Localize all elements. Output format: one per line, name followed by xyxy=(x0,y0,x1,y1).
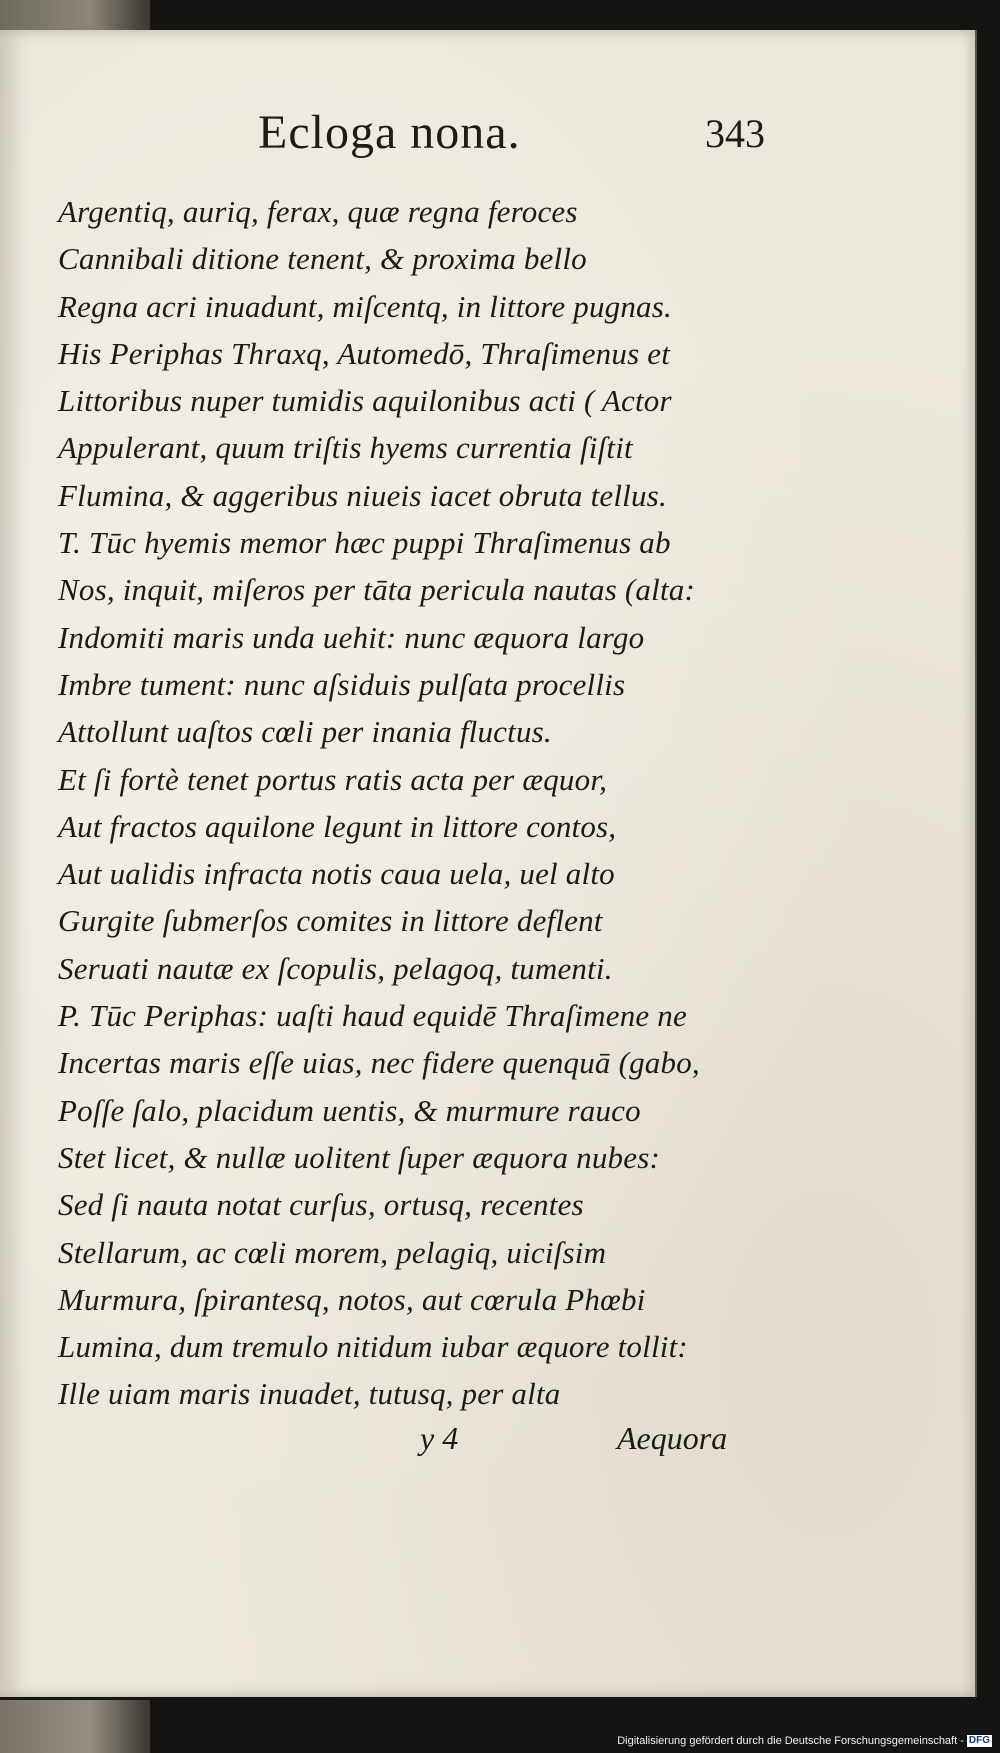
verse-line: Seruati nautæ ex ſcopulis, pelagoq, tumenti. xyxy=(58,950,613,986)
book-page xyxy=(0,30,977,1697)
verse-line: Flumina, & aggeribus niueis iacet obruta tellus. xyxy=(58,477,667,513)
verse-line: His Periphas Thraxq, Automedō, Thraſimenus et xyxy=(58,335,671,371)
verse-line: Et ſi fortè tenet portus ratis acta per æquor, xyxy=(58,761,608,797)
verse-line: Gurgite ſubmerſos comites in littore deflent xyxy=(58,903,603,939)
verse-line: T. Tūc hyemis memor hæc puppi Thraſimenus ab xyxy=(58,525,671,561)
verse-line: Nos, inquit, miſeros per tāta pericula nautas (alta: xyxy=(58,572,695,608)
page-number: 343 xyxy=(705,111,765,156)
catchword: Aequora xyxy=(617,1420,728,1456)
book-spine-top xyxy=(0,0,150,30)
verse-line: Ille uiam maris inuadet, tutusq, per alta xyxy=(58,1376,561,1412)
verse-line: Sed ſi nauta notat curſus, ortusq, recentes xyxy=(58,1187,584,1223)
credit-text: Digitalisierung gefördert durch die Deutsche Forschungsgemeinschaft - xyxy=(617,1735,964,1747)
catchline xyxy=(0,1420,975,1470)
verse-line: Stet licet, & nullæ uolitent ſuper æquora nubes: xyxy=(58,1139,660,1175)
verse-line: Appulerant, quum triſtis hyems currentia ſiſtit xyxy=(58,430,633,466)
verse-block xyxy=(58,188,778,1418)
page-header xyxy=(0,105,975,185)
verse-line: Littoribus nuper tumidis aquilonibus acti ( Actor xyxy=(58,383,672,419)
verse-line: Lumina, dum tremulo nitidum iubar æquore tollit: xyxy=(58,1329,688,1365)
verse-line: Murmura, ſpirantesq, notos, aut cœrula Phœbi xyxy=(58,1281,646,1317)
verse-line: Attollunt uaſtos cœli per inania fluctus. xyxy=(58,714,552,750)
verse-line: Aut fractos aquilone legunt in littore contos, xyxy=(58,808,617,844)
verse-line: Indomiti maris unda uehit: nunc æquora largo xyxy=(58,619,645,655)
signature-mark: y 4 xyxy=(420,1420,459,1456)
running-head: Ecloga nona. xyxy=(258,106,521,159)
verse-line: Aut ualidis infracta notis caua uela, uel alto xyxy=(58,856,615,892)
verse-line: Poſſe ſalo, placidum uentis, & murmure rauco xyxy=(58,1092,641,1128)
verse-line: Argentiq, auriq, ferax, quæ regna feroces xyxy=(58,194,578,229)
verse-line: Imbre tument: nunc aſsiduis pulſata procellis xyxy=(58,666,626,702)
digitization-credit xyxy=(617,1735,992,1747)
verse-line: Regna acri inuadunt, miſcentq, in littore pugnas. xyxy=(58,288,672,324)
verse-line: Incertas maris eſſe uias, nec fidere quenquā (gabo, xyxy=(58,1045,700,1081)
verse-line: Cannibali ditione tenent, & proxima bello xyxy=(58,241,587,277)
verse-line: P. Tūc Periphas: uaſti haud equidē Thraſimene ne xyxy=(58,998,687,1034)
verse-line: Stellarum, ac cœli morem, pelagiq, uiciſsim xyxy=(58,1234,607,1270)
book-spine-bottom xyxy=(0,1700,150,1753)
dfg-logo: DFG xyxy=(968,1735,990,1747)
